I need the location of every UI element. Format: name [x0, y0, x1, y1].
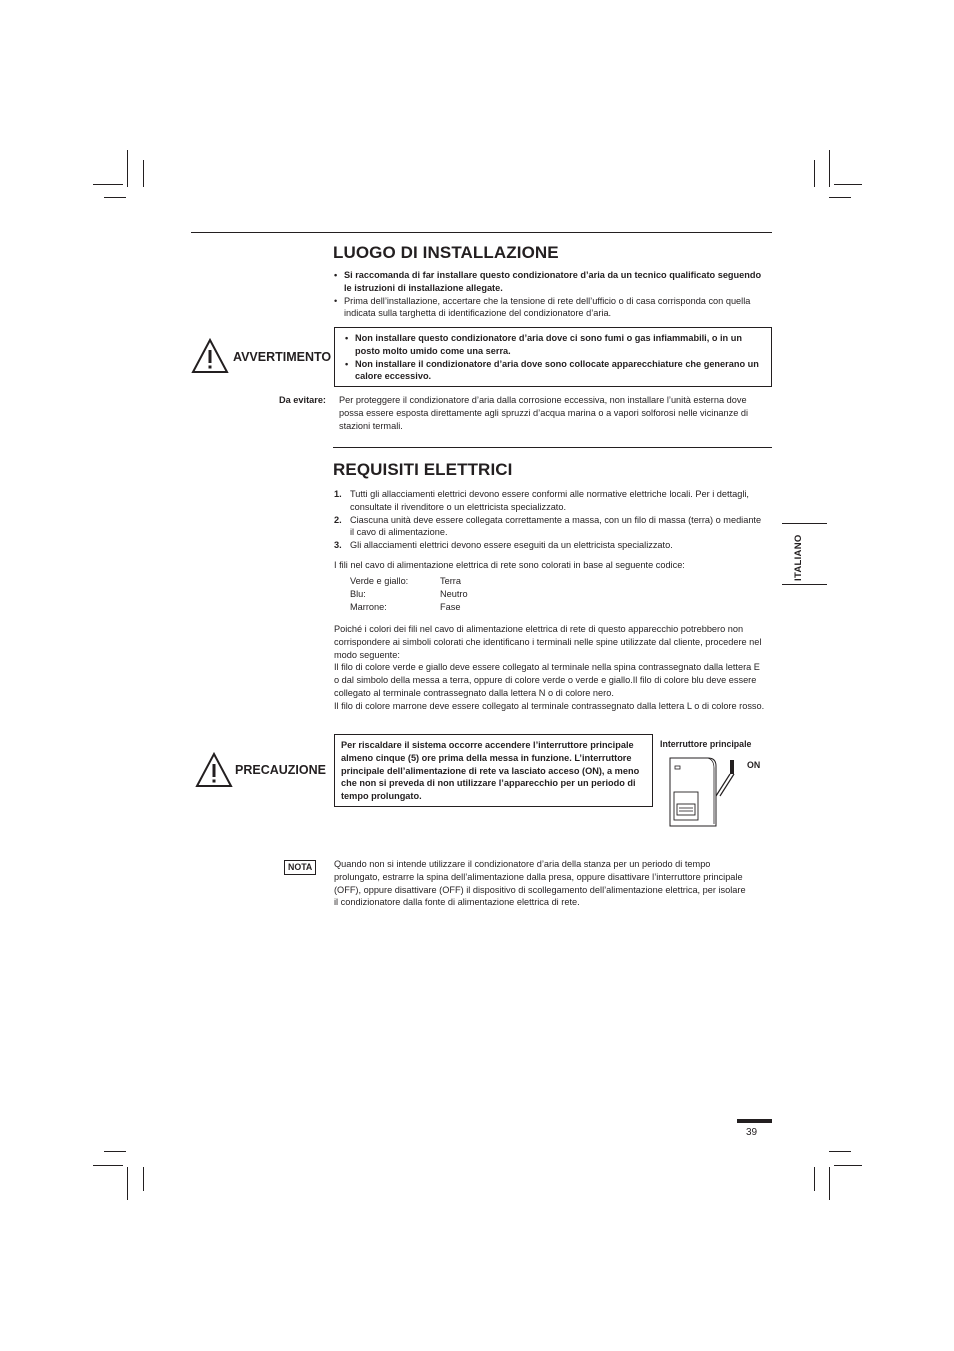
note-badge: NOTA — [284, 860, 316, 875]
table-row: Verde e giallo: Terra — [350, 576, 461, 586]
wire-instructions — [334, 623, 766, 713]
avoid-text: Per proteggere il condizionatore d’aria dalla corrosione eccessiva, non installare l’unità esterna dove possa essere esposta direttamente agli spruzzi d’acqua marina o a vapori solforosi nelle vicinanze di stazioni termali. — [339, 395, 749, 431]
language-tab-label: ITALIANO — [793, 534, 804, 581]
caution-box: Per riscaldare il sistema occorre accendere l’interruttore principale almeno cinque (5) ore prima della messa in funzione. L’interruttore principale dell’alimentazione di rete va lasciato acceso (ON), a meno che non si preveda di non utilizzare l’apparecchio per un periodo di tempo prolungato. — [334, 734, 653, 807]
list-item: • Si raccomanda di far installare questo condizionatore d’aria da un tecnico qualificato seguendo le istruzioni di installazione allegate. — [334, 269, 766, 295]
warning-icon — [191, 338, 229, 374]
wire-code-intro: I fili nel cavo di alimentazione elettrica di rete sono colorati in base al seguente codice: — [334, 560, 685, 570]
paragraph: Poiché i colori dei fili nel cavo di alimentazione elettrica di rete di questo apparecchio potrebbero non corrispondere ai simboli colorati che identificano i terminali nelle spine utilizzate dal cliente, procedere nel modo seguente: — [334, 624, 762, 660]
wire-code-table — [350, 575, 468, 613]
switch-on-label: ON — [747, 760, 761, 770]
warning-box — [334, 327, 772, 387]
list-item: • Non installare il condizionatore d’aria dove sono collocate apparecchiature che generano un calore eccessivo. — [345, 358, 763, 384]
section-title-electrical: REQUISITI ELETTRICI — [333, 460, 513, 479]
paragraph: Il filo di colore verde e giallo deve essere collegato al terminale nella spina contrassegnato dalla lettera E o dal simbolo della messa a terra, oppure di colore verde o verde e giallo.Il filo di colore blu deve essere collegato al terminale contrassegnato dalla lettera N o di colore nero. — [334, 662, 760, 698]
electrical-requirements-list — [334, 488, 766, 552]
language-tab-top-line — [782, 523, 827, 524]
note-text: Quando non si intende utilizzare il condizionatore d’aria della stanza per un periodo di tempo prolungato, estrarre la spina dell’alimentazione dalla presa, oppure disattivare l’interruttore principale (OFF), oppure disattivare (OFF) il dispositivo di scollegamento dell’alimentazione elettrica, per isolare il condizionatore dalla fonte di alimentazione elettrica di rete. — [334, 859, 746, 908]
main-switch-illustration — [664, 752, 742, 830]
installation-bullets — [334, 269, 766, 320]
figure-caption: Interruttore principale — [660, 739, 752, 749]
table-row: Blu: Neutro — [350, 588, 468, 599]
table-row: Marrone: Fase — [350, 601, 461, 612]
list-item: 3. Gli allacciamenti elettrici devono essere eseguiti da un elettricista specializzato. — [334, 540, 673, 551]
warning-label: AVVERTIMENTO — [233, 350, 332, 364]
list-item: • Prima dell’installazione, accertare che la tensione di rete dell’ufficio o di casa corrisponda con quella indicata sulla targhetta di identificazione del condizionatore d’aria. — [334, 295, 766, 321]
section-divider — [333, 447, 772, 448]
list-item: 1. Tutti gli allacciamenti elettrici devono essere conformi alle normative elettriche locali. Per i dettagli, consultate il rivenditore o un elettricista specializzato. — [334, 489, 749, 512]
caution-icon — [195, 752, 233, 788]
page-number: 39 — [746, 1127, 758, 1138]
section-title-installation: LUOGO DI INSTALLAZIONE — [333, 243, 559, 262]
avoid-label: Da evitare: — [279, 395, 326, 405]
page-number-bar — [737, 1119, 772, 1123]
language-tab-bottom-line — [782, 584, 827, 585]
caution-label: PRECAUZIONE — [235, 763, 326, 777]
paragraph: Il filo di colore marrone deve essere collegato al terminale contrassegnato dalla lettera L o di colore rosso. — [334, 700, 765, 711]
list-item: • Non installare questo condizionatore d’aria dove ci sono fumi o gas infiammabili, o in un posto molto umido come una serra. — [345, 332, 763, 358]
section-divider — [191, 232, 772, 233]
list-item: 2. Ciascuna unità deve essere collegata correttamente a massa, con un filo di massa (terra) o mediante il cavo di alimentazione. — [334, 514, 762, 538]
